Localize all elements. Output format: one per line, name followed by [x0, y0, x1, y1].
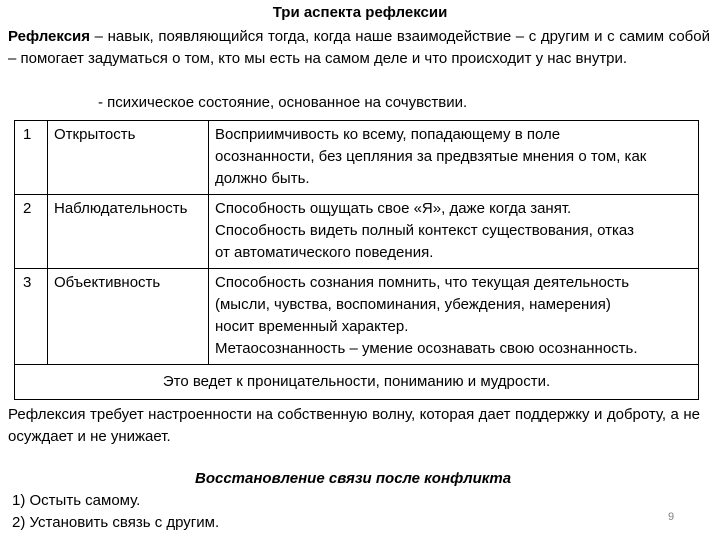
page-number: 9 — [668, 511, 675, 523]
list-text: Остыть самому. — [29, 492, 141, 509]
section-subheading: Восстановление связи после конфликта — [195, 470, 512, 487]
steps-list — [12, 490, 219, 534]
list-item — [12, 512, 219, 534]
table-row — [15, 269, 699, 365]
row-number: 2 — [15, 195, 48, 269]
aspect-name: Наблюдательность — [48, 195, 209, 269]
intro-term: Рефлексия — [8, 28, 91, 45]
description-line: (мысли, чувства, воспоминания, убеждения, намерения) — [215, 296, 611, 313]
description-line: осознанности, без цепляния за предвзятые мнения о том, как — [215, 148, 647, 165]
row-number: 3 — [15, 269, 48, 365]
aspect-name: Открытость — [48, 121, 209, 195]
aspects-table — [14, 120, 699, 400]
page-title: Три аспекта рефлексии — [272, 4, 448, 21]
row-number: 1 — [15, 121, 48, 195]
table-row — [15, 121, 699, 195]
list-marker: 2) — [12, 514, 26, 531]
aspect-name: Объективность — [48, 269, 209, 365]
table-row — [15, 195, 699, 269]
definition-note: - психическое состояние, основанное на сочувствии. — [98, 94, 468, 111]
list-marker: 1) — [12, 492, 26, 509]
description-line: Способность сознания помнить, что текущая деятельность — [215, 274, 630, 291]
description-line: Восприимчивость ко всему, попадающему в поле — [215, 126, 561, 143]
intro-text: – навык, появляющийся тогда, когда наше взаимодействие – с другим и с самим собой – помогает задуматься о том, кто мы есть на самом деле и что происходит у нас внутри. — [8, 28, 710, 67]
intro-paragraph — [8, 26, 710, 70]
description-line: Способность видеть полный контекст существования, отказ — [215, 222, 634, 239]
table-footer-row — [15, 365, 699, 400]
description-line: носит временный характер. — [215, 318, 409, 335]
aspect-description — [209, 269, 699, 365]
description-line: от автоматического поведения. — [215, 244, 434, 261]
reflection-paragraph: Рефлексия требует настроенности на собственную волну, которая дает поддержку и доброту, а не осуждает и не унижает. — [8, 406, 700, 445]
description-line: должно быть. — [215, 170, 310, 187]
aspect-description — [209, 195, 699, 269]
list-text: Установить связь с другим. — [29, 514, 220, 531]
table-footer: Это ведет к проницательности, пониманию и мудрости. — [15, 365, 699, 400]
list-item — [12, 490, 219, 512]
aspect-description — [209, 121, 699, 195]
description-line: Метаосознанность – умение осознавать свою осознанность. — [215, 340, 638, 357]
description-line: Способность ощущать свое «Я», даже когда занят. — [215, 200, 572, 217]
